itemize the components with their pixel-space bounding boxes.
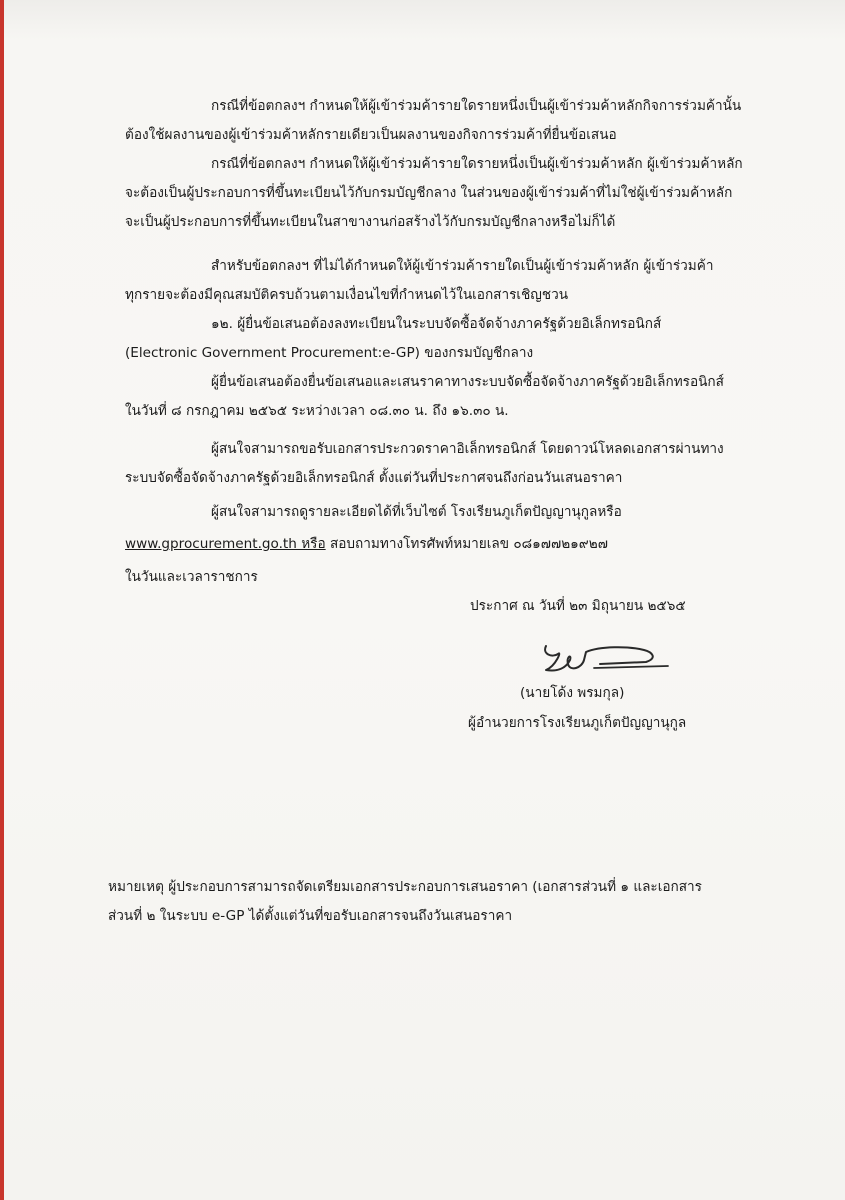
signer-name: (นายโด้ง พรมกุล) <box>520 685 625 701</box>
paragraph-line: ระบบจัดซื้อจัดจ้างภาครัฐด้วยอิเล็กทรอนิกส์ ตั้งแต่วันที่ประกาศจนถึงก่อนวันเสนอราคา <box>125 470 623 486</box>
paragraph-line: ต้องใช้ผลงานของผู้เข้าร่วมค้าหลักรายเดียวเป็นผลงานของกิจการร่วมค้าที่ยื่นข้อเสนอ <box>125 127 617 143</box>
signature-image <box>540 638 670 680</box>
paragraph-line: ผู้ยื่นข้อเสนอต้องยื่นข้อเสนอและเสนราคาทางระบบจัดซื้อจัดจ้างภาครัฐด้วยอิเล็กทรอนิกส์ <box>211 374 724 390</box>
paragraph-line: (Electronic Government Procurement:e-GP) ของกรมบัญชีกลาง <box>125 345 534 361</box>
gprocurement-link[interactable]: www.gprocurement.go.th หรือ <box>125 536 326 552</box>
paragraph-line: จะเป็นผู้ประกอบการที่ขึ้นทะเบียนในสาขางานก่อสร้างไว้กับกรมบัญชีกลางหรือไม่ก็ได้ <box>125 214 616 230</box>
paragraph-line: ทุกรายจะต้องมีคุณสมบัติครบถ้วนตามเงื่อนไขที่กำหนดไว้ในเอกสารเชิญชวน <box>125 287 569 303</box>
paragraph-line: จะต้องเป็นผู้ประกอบการที่ขึ้นทะเบียนไว้กับกรมบัญชีกลาง ในส่วนของผู้เข้าร่วมค้าที่ไม่ใช่ผู้เข้าร่วมค้าหลัก <box>125 185 733 201</box>
paragraph-line: ผู้สนใจสามารถดูรายละเอียดได้ที่เว็บไซต์ โรงเรียนภูเก็ตปัญญานุกูลหรือ <box>211 504 622 520</box>
paragraph-line: กรณีที่ข้อตกลงฯ กำหนดให้ผู้เข้าร่วมค้ารายใดรายหนึ่งเป็นผู้เข้าร่วมค้าหลักกิจการร่วมค้านั้น <box>211 98 742 114</box>
signer-title: ผู้อำนวยการโรงเรียนภูเก็ตปัญญานุกูล <box>468 715 687 731</box>
paragraph-line: ในวันและเวลาราชการ <box>125 569 258 585</box>
paragraph-line <box>125 535 608 553</box>
page-edge <box>0 0 4 1200</box>
paragraph-line: ๑๒. ผู้ยื่นข้อเสนอต้องลงทะเบียนในระบบจัดซื้อจัดจ้างภาครัฐด้วยอิเล็กทรอนิกส์ <box>211 316 662 332</box>
paragraph-line: กรณีที่ข้อตกลงฯ กำหนดให้ผู้เข้าร่วมค้ารายใดรายหนึ่งเป็นผู้เข้าร่วมค้าหลัก ผู้เข้าร่วมค้าหลัก <box>211 156 743 172</box>
paragraph-line: สำหรับข้อตกลงฯ ที่ไม่ได้กำหนดให้ผู้เข้าร่วมค้ารายใดเป็นผู้เข้าร่วมค้าหลัก ผู้เข้าร่วมค้า <box>211 258 714 274</box>
paragraph-line: ในวันที่ ๘ กรกฎาคม ๒๕๖๕ ระหว่างเวลา ๐๘.๓๐ น. ถึง ๑๖.๓๐ น. <box>125 403 509 419</box>
note-line: ส่วนที่ ๒ ในระบบ e-GP ได้ตั้งแต่วันที่ขอรับเอกสารจนถึงวันเสนอราคา <box>108 908 513 924</box>
announce-date: ประกาศ ณ วันที่ ๒๓ มิถุนายน ๒๕๖๕ <box>470 598 686 614</box>
contact-phone-text: สอบถามทางโทรศัพท์หมายเลข ๐๘๑๗๗๒๑๙๒๗ <box>329 536 608 552</box>
note-line: หมายเหตุ ผู้ประกอบการสามารถจัดเตรียมเอกสารประกอบการเสนอราคา (เอกสารส่วนที่ ๑ และเอกสาร <box>108 879 702 895</box>
paragraph-line: ผู้สนใจสามารถขอรับเอกสารประกวดราคาอิเล็กทรอนิกส์ โดยดาวน์โหลดเอกสารผ่านทาง <box>211 441 724 457</box>
